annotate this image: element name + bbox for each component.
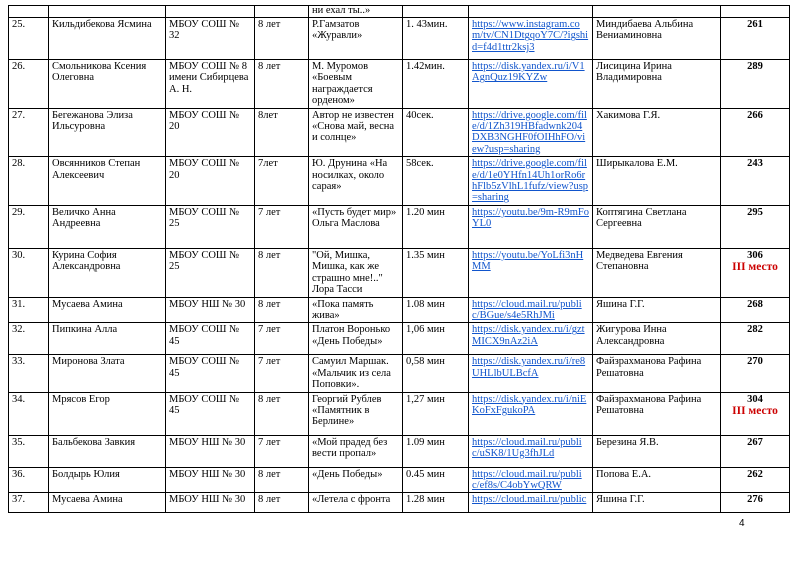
teacher-cell: Жигурова Инна Александровна — [593, 323, 721, 355]
teacher-cell: Файзрахманова Рафина Решатовна — [593, 355, 721, 392]
score-value: 295 — [747, 206, 763, 218]
number-cell: 33. — [9, 355, 49, 392]
score-cell — [721, 435, 790, 467]
duration-cell: 0.45 мин — [403, 467, 469, 493]
link-cell — [469, 392, 593, 435]
participant-name-cell: Пипкина Алла — [49, 323, 166, 355]
school-cell: МБОУ НШ № 30 — [166, 435, 255, 467]
score-value: 270 — [747, 356, 763, 368]
video-link[interactable]: https://www.instagram.com/tv/CN1DtgqoY7C/?igshid=f4d1ttr2ksj3 — [472, 19, 589, 53]
score-cell — [721, 60, 790, 109]
link-cell — [469, 323, 593, 355]
link-cell — [469, 355, 593, 392]
age-cell: 8 лет — [255, 297, 309, 323]
number-cell: 26. — [9, 60, 49, 109]
video-link[interactable]: https://disk.yandex.ru/i/gztMICX9nAz2iA — [472, 324, 585, 347]
score-value: 306 — [747, 249, 763, 261]
school-cell: МБОУ НШ № 30 — [166, 493, 255, 513]
score-cell — [721, 392, 790, 435]
participant-name-cell: Смольникова Ксения Олеговна — [49, 60, 166, 109]
teacher-cell: Хакимова Г.Я. — [593, 108, 721, 157]
video-link[interactable]: https://drive.google.com/file/d/1e0YHfn14Uh1orRo6rhFlb5zVlhL1fufz/view?usp=sharing — [472, 158, 589, 204]
score-cell — [721, 248, 790, 297]
table-row — [9, 157, 790, 206]
school-cell: МБОУ СОШ № 45 — [166, 323, 255, 355]
work-cell: Ю. Друнина «На носилках, около сарая» — [309, 157, 403, 206]
age-cell: 8 лет — [255, 392, 309, 435]
number-cell: 27. — [9, 108, 49, 157]
score-value: 282 — [747, 324, 763, 336]
work-cell: "Ой, Мишка, Мишка, как же страшно мне!.." Лора Тасси — [309, 248, 403, 297]
work-cell: Платон Воронько «День Победы» — [309, 323, 403, 355]
participant-name-cell: Мусаева Амина — [49, 297, 166, 323]
video-link[interactable]: https://cloud.mail.ru/public/ef8s/C4obYwQRW — [472, 468, 582, 491]
link-cell — [469, 297, 593, 323]
participant-name-cell: Миронова Злата — [49, 355, 166, 392]
score-cell — [721, 355, 790, 392]
score-cell — [721, 157, 790, 206]
video-link[interactable]: https://disk.yandex.ru/i/niEKoFxFgukoPA — [472, 393, 587, 416]
table-row — [9, 467, 790, 493]
place-label: III место — [732, 261, 778, 274]
school-cell: МБОУ СОШ № 32 — [166, 18, 255, 60]
age-cell: 7 лет — [255, 323, 309, 355]
score-value: 276 — [747, 494, 763, 506]
duration-cell: 58сек. — [403, 157, 469, 206]
school-cell: МБОУ СОШ № 8 имени Сибирцева А. Н. — [166, 60, 255, 109]
table-row-continuation — [9, 6, 790, 18]
participant-name-cell: Курина София Александровна — [49, 248, 166, 297]
work-cell: Георгий Рублев «Памятник в Берлине» — [309, 392, 403, 435]
school-cell: МБОУ СОШ № 25 — [166, 248, 255, 297]
teacher-cell: Попова Е.А. — [593, 467, 721, 493]
link-cell — [469, 248, 593, 297]
link-cell — [469, 493, 593, 513]
work-cell: Р.Гамзатов «Журавли» — [309, 18, 403, 60]
age-cell: 7 лет — [255, 435, 309, 467]
number-cell: 25. — [9, 18, 49, 60]
age-cell: 8 лет — [255, 493, 309, 513]
teacher-cell: Ширыкалова Е.М. — [593, 157, 721, 206]
score-value: 262 — [747, 468, 763, 480]
duration-cell: 1.35 мин — [403, 248, 469, 297]
video-link[interactable]: https://cloud.mail.ru/public/BGue/s4e5RhJMi — [472, 298, 582, 321]
teacher-cell: Лисицина Ирина Владимировна — [593, 60, 721, 109]
school-cell: МБОУ СОШ № 20 — [166, 157, 255, 206]
score-value: 261 — [747, 19, 763, 30]
age-cell: 8 лет — [255, 467, 309, 493]
score-value: 289 — [747, 61, 763, 72]
teacher-cell: Медведева Евгения Степановна — [593, 248, 721, 297]
school-cell: МБОУ НШ № 30 — [166, 297, 255, 323]
number-cell: 35. — [9, 435, 49, 467]
video-link[interactable]: https://disk.yandex.ru/i/V1AgnQuz19KYZw — [472, 61, 585, 84]
table-row — [9, 205, 790, 248]
teacher-cell: Яшина Г.Г. — [593, 493, 721, 513]
table-row — [9, 60, 790, 109]
participant-name-cell: Величко Анна Андреевна — [49, 205, 166, 248]
work-cell: ни ехал ты..» — [309, 6, 403, 18]
table-row — [9, 355, 790, 392]
work-cell: «Мой прадед без вести пропал» — [309, 435, 403, 467]
table-row — [9, 108, 790, 157]
number-cell: 34. — [9, 392, 49, 435]
participant-name-cell: Бальбекова Завкия — [49, 435, 166, 467]
number-cell: 31. — [9, 297, 49, 323]
duration-cell: 1.20 мин — [403, 205, 469, 248]
table-row — [9, 297, 790, 323]
school-cell: МБОУ СОШ № 45 — [166, 392, 255, 435]
work-cell: Самуил Маршак. «Мальчик из села Поповки». — [309, 355, 403, 392]
number-cell: 36. — [9, 467, 49, 493]
table-row — [9, 18, 790, 60]
work-cell: «Пусть будет мир» Ольга Маслова — [309, 205, 403, 248]
score-cell — [721, 323, 790, 355]
work-cell: «Летела с фронта — [309, 493, 403, 513]
duration-cell: 40сек. — [403, 108, 469, 157]
link-cell — [469, 205, 593, 248]
participant-name-cell: Болдырь Юлия — [49, 467, 166, 493]
number-cell: 29. — [9, 205, 49, 248]
table-row — [9, 392, 790, 435]
link-cell — [469, 108, 593, 157]
school-cell: МБОУ СОШ № 20 — [166, 108, 255, 157]
score-value: 268 — [747, 298, 763, 310]
score-cell — [721, 493, 790, 513]
score-value: 243 — [747, 158, 763, 170]
work-cell: Автор не известен «Снова май, весна и солнце» — [309, 108, 403, 157]
age-cell: 7 лет — [255, 205, 309, 248]
video-link[interactable]: https://drive.google.com/file/d/1Zh319HBfadwnk204DXB3NGHF0fOIHhFO/view?usp=sharing — [472, 109, 587, 155]
link-cell — [469, 60, 593, 109]
table-row — [9, 493, 790, 513]
number-cell: 30. — [9, 248, 49, 297]
score-cell — [721, 467, 790, 493]
link-cell — [469, 157, 593, 206]
duration-cell: 1.28 мин — [403, 493, 469, 513]
age-cell: 8 лет — [255, 18, 309, 60]
age-cell: 7 лет — [255, 355, 309, 392]
duration-cell: 1,27 мин — [403, 392, 469, 435]
score-value: 267 — [747, 436, 763, 448]
work-cell: «Пока память жива» — [309, 297, 403, 323]
teacher-cell: Березина Я.В. — [593, 435, 721, 467]
participant-name-cell: Бегежанова Элиза Ильсуровна — [49, 108, 166, 157]
number-cell: 37. — [9, 493, 49, 513]
video-link[interactable]: https://youtu.be/YoLfi3nHMM — [472, 249, 584, 273]
table-row — [9, 435, 790, 467]
duration-cell: 1,06 мин — [403, 323, 469, 355]
teacher-cell: Миндибаева Альбина Вениаминовна — [593, 18, 721, 60]
duration-cell: 1.09 мин — [403, 435, 469, 467]
results-table — [8, 5, 790, 513]
duration-cell: 0,58 мин — [403, 355, 469, 392]
teacher-cell: Коптягина Светлана Сергеевна — [593, 205, 721, 248]
age-cell: 8 лет — [255, 248, 309, 297]
score-value: 266 — [747, 109, 763, 121]
score-cell — [721, 297, 790, 323]
age-cell: 8 лет — [255, 60, 309, 109]
participant-name-cell: Мусаева Амина — [49, 493, 166, 513]
table-row — [9, 323, 790, 355]
video-link[interactable]: https://disk.yandex.ru/i/re8UHLlbULBcfA — [472, 356, 586, 379]
duration-cell: 1.42мин. — [403, 60, 469, 109]
age-cell: 7лет — [255, 157, 309, 206]
video-link[interactable]: https://youtu.be/9m-R9mFoYL0 — [472, 206, 589, 230]
work-cell: М. Муромов «Боевым награждается орденом» — [309, 60, 403, 109]
work-cell: «День Победы» — [309, 467, 403, 493]
participant-name-cell: Мрясов Егор — [49, 392, 166, 435]
teacher-cell: Яшина Г.Г. — [593, 297, 721, 323]
teacher-cell: Файзрахманова Рафина Решатовна — [593, 392, 721, 435]
school-cell: МБОУ СОШ № 45 — [166, 355, 255, 392]
link-cell — [469, 467, 593, 493]
score-cell — [721, 108, 790, 157]
score-cell — [721, 205, 790, 248]
score-value: 304 — [747, 393, 763, 405]
duration-cell: 1. 43мин. — [403, 18, 469, 60]
participant-name-cell: Кильдибекова Ясмина — [49, 18, 166, 60]
school-cell: МБОУ СОШ № 25 — [166, 205, 255, 248]
participant-name-cell: Овсянников Степан Алексеевич — [49, 157, 166, 206]
video-link[interactable]: https://cloud.mail.ru/public/uSK8/1Ug3fhJLd — [472, 436, 582, 459]
school-cell: МБОУ НШ № 30 — [166, 467, 255, 493]
video-link[interactable]: https://cloud.mail.ru/public — [472, 494, 587, 506]
age-cell: 8лет — [255, 108, 309, 157]
duration-cell: 1.08 мин — [403, 297, 469, 323]
page-number: 4 — [739, 518, 745, 529]
number-cell: 32. — [9, 323, 49, 355]
link-cell — [469, 18, 593, 60]
link-cell — [469, 435, 593, 467]
table-row — [9, 248, 790, 297]
place-label: III место — [732, 404, 778, 417]
number-cell: 28. — [9, 157, 49, 206]
score-cell — [721, 18, 790, 60]
